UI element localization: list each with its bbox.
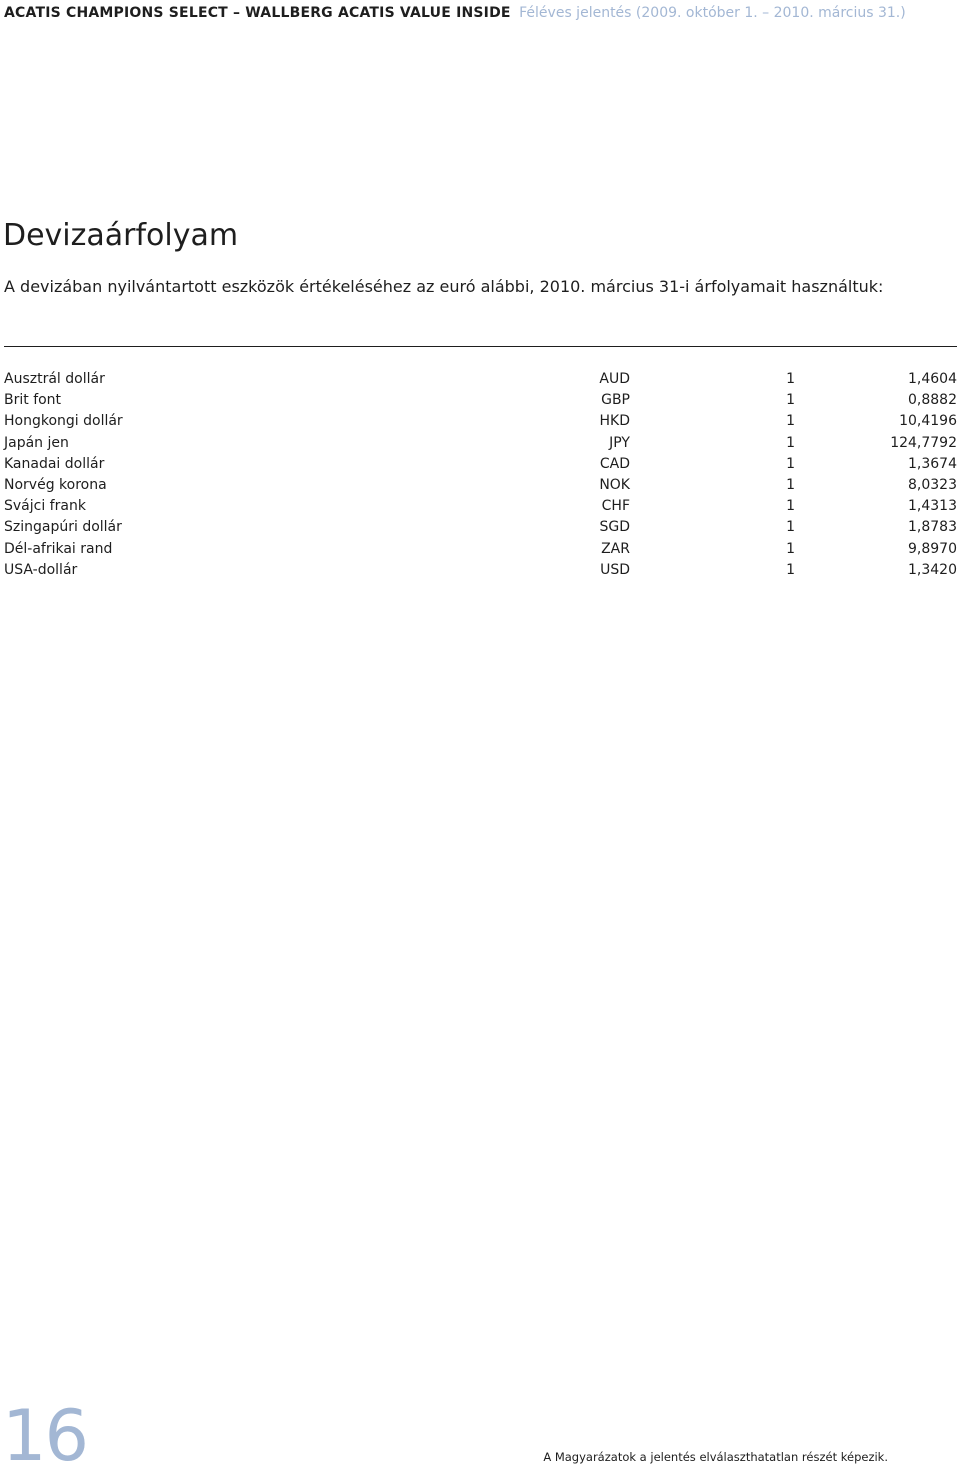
currency-name: Dél-afrikai rand — [4, 540, 113, 557]
currency-unit: 1 — [786, 540, 795, 557]
table-row — [4, 433, 957, 454]
table-row — [4, 539, 957, 560]
exchange-rate: 1,4604 — [908, 371, 957, 388]
exchange-rate-table — [4, 369, 957, 581]
table-row — [4, 411, 957, 432]
currency-code: ZAR — [601, 540, 630, 557]
table-row — [4, 369, 957, 390]
table-row — [4, 517, 957, 538]
exchange-rate: 0,8882 — [908, 392, 957, 409]
page-number: 16 — [2, 1395, 88, 1477]
currency-unit: 1 — [786, 455, 795, 472]
exchange-rate: 124,7792 — [890, 434, 957, 451]
currency-code: USD — [600, 561, 630, 578]
currency-name: Svájci frank — [4, 498, 86, 515]
currency-name: Brit font — [4, 392, 62, 409]
currency-unit: 1 — [786, 561, 795, 578]
currency-name: Szingapúri dollár — [4, 519, 122, 536]
currency-unit: 1 — [786, 477, 795, 494]
exchange-rate: 8,0323 — [908, 477, 957, 494]
exchange-rate: 1,8783 — [908, 519, 957, 536]
currency-unit: 1 — [786, 498, 795, 515]
currency-name: Ausztrál dollár — [4, 371, 105, 388]
currency-unit: 1 — [786, 392, 795, 409]
exchange-rate: 1,4313 — [908, 498, 957, 515]
currency-code: HKD — [599, 413, 630, 430]
table-row — [4, 390, 957, 411]
currency-unit: 1 — [786, 519, 795, 536]
page-header — [4, 4, 906, 22]
exchange-rate: 10,4196 — [899, 413, 957, 430]
table-row — [4, 560, 957, 581]
footnote: A Magyarázatok a jelentés elválaszthatatlan részét képezik. — [543, 1450, 888, 1464]
currency-code: CAD — [599, 455, 630, 472]
currency-name: USA-dollár — [4, 561, 78, 578]
currency-code: GBP — [601, 392, 630, 409]
intro-text: A devizában nyilvántartott eszközök értékeléséhez az euró alábbi, 2010. március 31-i árfolyamait használtuk: — [4, 277, 884, 296]
currency-unit: 1 — [786, 371, 795, 388]
table-row — [4, 454, 957, 475]
currency-name: Kanadai dollár — [4, 455, 105, 472]
exchange-rate: 9,8970 — [908, 540, 957, 557]
currency-code: NOK — [599, 477, 630, 494]
currency-code: AUD — [599, 371, 630, 388]
currency-name: Norvég korona — [4, 477, 107, 494]
table-divider — [4, 346, 957, 347]
currency-code: JPY — [609, 434, 630, 451]
exchange-rate: 1,3674 — [908, 455, 957, 472]
table-row — [4, 496, 957, 517]
currency-name: Hongkongi dollár — [4, 413, 123, 430]
currency-code: CHF — [601, 498, 630, 515]
page-title: Devizaárfolyam — [3, 218, 239, 253]
table-row — [4, 475, 957, 496]
report-period: Féléves jelentés (2009. október 1. – 2010. március 31.) — [519, 5, 906, 21]
currency-name: Japán jen — [4, 434, 69, 451]
currency-unit: 1 — [786, 434, 795, 451]
fund-name: ACATIS CHAMPIONS SELECT – WALLBERG ACATIS VALUE INSIDE — [4, 5, 511, 21]
currency-code: SGD — [599, 519, 630, 536]
currency-unit: 1 — [786, 413, 795, 430]
exchange-rate: 1,3420 — [908, 561, 957, 578]
